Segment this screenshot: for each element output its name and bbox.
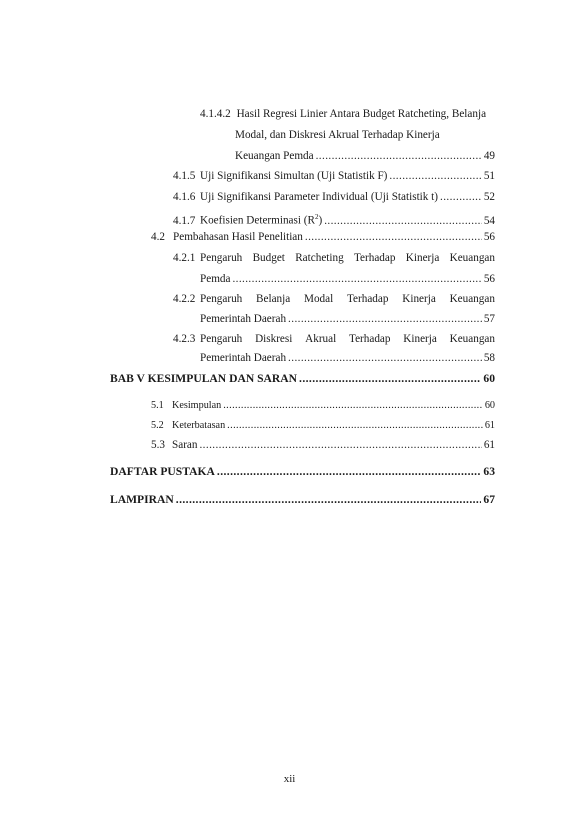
toc-word: Modal — [304, 293, 334, 305]
dot-leader — [324, 215, 482, 228]
toc-page-number: 67 — [483, 493, 495, 506]
toc-title: Kesimpulan — [172, 400, 222, 411]
toc-page-number: 56 — [483, 273, 495, 285]
toc-word: Pengaruh — [200, 252, 243, 264]
toc-title: Uji Signifikansi Parameter Individual (Uji Statistik t) — [200, 191, 439, 203]
toc-title-continued: Keuangan Pemda — [235, 150, 314, 162]
dot-leader — [389, 170, 481, 183]
dot-leader — [223, 399, 483, 412]
dot-leader — [227, 419, 483, 432]
toc-word: Budget — [252, 252, 285, 264]
toc-number: 5.3 — [151, 439, 165, 451]
toc-entry-5-3[interactable] — [151, 439, 495, 452]
toc-word: Pengaruh — [200, 293, 243, 305]
toc-number: 4.2.1 — [173, 252, 196, 264]
dot-leader — [176, 493, 482, 506]
toc-entry-daftar-pustaka[interactable] — [110, 465, 495, 478]
toc-number: 4.1.7 — [173, 214, 196, 227]
toc-entry-5-1[interactable] — [151, 399, 495, 412]
toc-page-number: 58 — [483, 352, 495, 364]
toc-chapter-title: DAFTAR PUSTAKA — [110, 465, 215, 478]
toc-title — [200, 211, 322, 228]
toc-title: Pembahasan Hasil Penelitian — [173, 231, 303, 243]
toc-entry-lampiran[interactable] — [110, 493, 495, 506]
toc-entry-4-2-2-line2[interactable] — [200, 313, 495, 326]
toc-word: Diskresi — [255, 333, 293, 345]
superscript: 2 — [314, 213, 319, 221]
toc-word: Kinerja — [405, 252, 440, 264]
page-number-footer: xii — [283, 773, 296, 785]
toc-page-number: 57 — [483, 313, 495, 325]
toc-entry-4-2-3-line1[interactable] — [200, 333, 495, 346]
dot-leader — [288, 352, 482, 365]
toc-number: 4.2 — [151, 231, 165, 243]
toc-title-continued: Modal, dan Diskresi Akrual Terhadap Kinerja — [235, 129, 440, 141]
toc-title: Hasil Regresi Linier Antara Budget Ratcheting, Belanja — [236, 108, 487, 120]
toc-entry-4-2-1-line2[interactable] — [200, 273, 495, 286]
toc-page-number: 60 — [484, 400, 495, 411]
toc-title-end: ) — [318, 214, 323, 227]
toc-word: Keuangan — [449, 333, 495, 345]
toc-entry-4-2[interactable] — [151, 231, 495, 244]
toc-word: Kinerja — [402, 293, 436, 305]
toc-title-continued: Pemerintah Daerah — [200, 313, 287, 325]
toc-number: 4.2.2 — [173, 293, 196, 305]
toc-page-number: 54 — [483, 214, 495, 227]
toc-entry-4-1-4-2-line3[interactable] — [235, 150, 495, 163]
toc-entry-4-1-4-2-line1[interactable] — [200, 108, 486, 121]
toc-page-number: 56 — [483, 231, 495, 243]
toc-entry-bab-v[interactable] — [110, 372, 495, 385]
toc-chapter-title: BAB V KESIMPULAN DAN SARAN — [110, 372, 298, 385]
toc-entry-4-2-1-line1[interactable] — [200, 252, 495, 265]
toc-word: Akrual — [305, 333, 337, 345]
toc-number: 5.1 — [151, 400, 164, 411]
toc-entry-4-1-6[interactable] — [173, 191, 495, 204]
toc-chapter-title: LAMPIRAN — [110, 493, 174, 506]
toc-number: 4.1.4.2 — [200, 108, 231, 120]
toc-word: Kinerja — [403, 333, 437, 345]
toc-title-continued: Pemerintah Daerah — [200, 352, 287, 364]
toc-entry-4-2-3-number — [173, 333, 195, 346]
toc-page-number: 49 — [483, 150, 495, 162]
toc-word: Terhadap — [354, 252, 396, 264]
dot-leader — [440, 191, 482, 204]
toc-number: 5.2 — [151, 420, 164, 431]
toc-word: Pengaruh — [200, 333, 243, 345]
toc-word: Ratcheting — [295, 252, 344, 264]
toc-title-continued: Pemda — [200, 273, 231, 285]
toc-word: Belanja — [256, 293, 291, 305]
toc-word: Terhadap — [347, 293, 389, 305]
toc-number: 4.1.5 — [173, 170, 196, 182]
toc-entry-4-2-2-line1[interactable] — [200, 293, 495, 306]
toc-page-number: 51 — [483, 170, 495, 182]
dot-leader — [232, 273, 481, 286]
toc-number: 4.1.6 — [173, 191, 196, 203]
toc-word: Terhadap — [349, 333, 391, 345]
toc-page-number: 63 — [483, 465, 495, 478]
toc-number: 4.2.3 — [173, 333, 196, 345]
toc-title: Keterbatasan — [172, 420, 226, 431]
toc-entry-4-2-3-line2[interactable] — [200, 352, 495, 365]
toc-entry-4-2-1-number — [173, 252, 195, 265]
toc-page-number: 61 — [483, 439, 495, 451]
toc-word: Keuangan — [449, 293, 495, 305]
toc-entry-5-2[interactable] — [151, 419, 495, 432]
dot-leader — [299, 372, 481, 385]
dot-leader — [217, 465, 482, 478]
toc-word: Keuangan — [449, 252, 495, 264]
dot-leader — [316, 150, 482, 163]
dot-leader — [199, 439, 481, 452]
toc-title-text: Koefisien Determinasi (R — [200, 214, 315, 227]
toc-title: Uji Signifikansi Simultan (Uji Statistik F) — [200, 170, 388, 182]
toc-entry-4-2-2-number — [173, 293, 195, 306]
toc-entry-4-1-5[interactable] — [173, 170, 495, 183]
toc-page-number: 60 — [483, 372, 495, 385]
toc-page-number: 52 — [483, 191, 495, 203]
dot-leader — [305, 231, 482, 244]
dot-leader — [288, 313, 482, 326]
toc-title: Saran — [172, 439, 198, 451]
toc-entry-4-1-7[interactable] — [173, 211, 495, 228]
toc-entry-4-1-4-2-line2 — [235, 129, 440, 142]
toc-page-number: 61 — [484, 420, 495, 431]
